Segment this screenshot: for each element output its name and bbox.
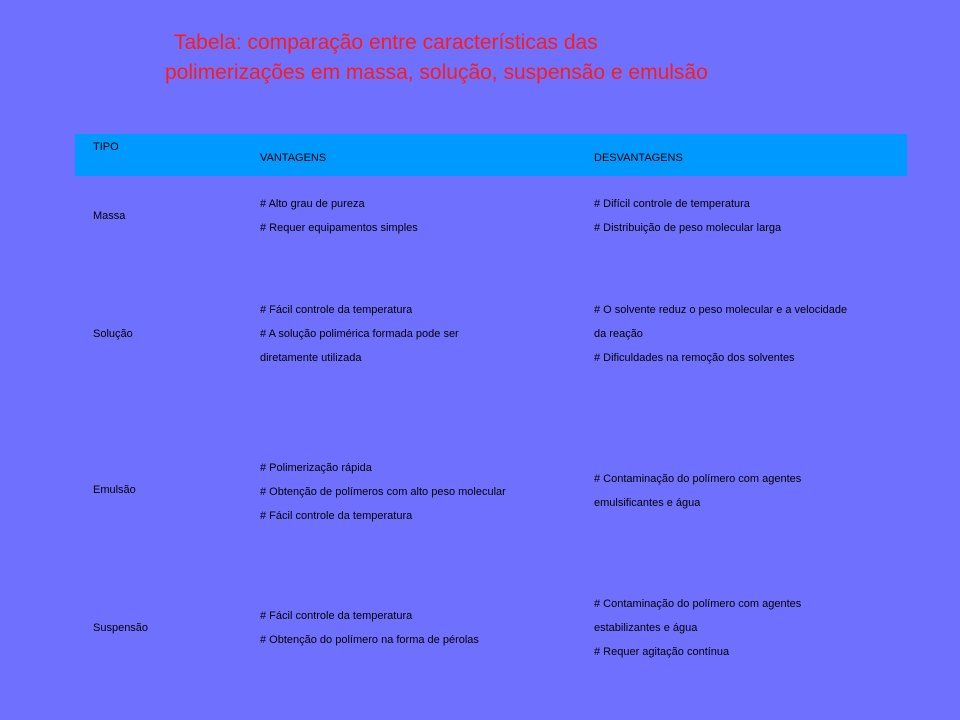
list-item: # Fácil controle da temperatura [260,610,413,622]
list-item: emulsificantes e água [594,497,701,509]
header-tipo: TIPO [93,141,119,153]
list-item: diretamente utilizada [260,352,362,364]
list-item: # Alto grau de pureza [260,198,365,210]
list-item: # Dificuldades na remoção dos solventes [594,352,795,364]
list-item: # A solução polimérica formada pode ser [260,328,459,340]
list-item: estabilizantes e água [594,622,698,634]
list-item: # Distribuição de peso molecular larga [594,222,782,234]
list-item: # Polimerização rápida [260,462,372,474]
list-item: # Fácil controle da temperatura [260,304,413,316]
list-item: # Obtenção do polímero na forma de pérolas [260,634,479,646]
row-emulsao-tipo: Emulsão [93,484,136,496]
list-item: # Difícil controle de temperatura [594,198,750,210]
header-desvantagens: DESVANTAGENS [594,152,683,164]
list-item: # Contaminação do polímero com agentes [594,598,802,610]
list-item: # Requer equipamentos simples [260,222,418,234]
row-suspensao-vantagens [260,604,479,652]
table-header [75,134,907,176]
list-item: # Contaminação do polímero com agentes [594,473,802,485]
row-massa-tipo: Massa [93,210,126,222]
list-item: da reação [594,328,643,340]
row-solucao-tipo: Solução [93,328,133,340]
row-solucao-desvantagens [594,298,847,370]
row-massa-desvantagens [594,192,781,240]
row-emulsao-desvantagens [594,467,801,515]
row-suspensao-desvantagens [594,592,801,664]
list-item: # Fácil controle da temperatura [260,510,413,522]
row-emulsao-vantagens [260,456,506,528]
title-line-2: polimerizações em massa, solução, suspensão e emulsão [165,61,708,84]
row-massa-vantagens [260,192,418,240]
row-suspensao-tipo: Suspensão [93,622,149,634]
row-solucao-vantagens [260,298,459,370]
list-item: # Requer agitação contínua [594,646,730,658]
title-line-1: Tabela: comparação entre características das [174,31,598,54]
list-item: # Obtenção de polímeros com alto peso molecular [260,486,506,498]
header-vantagens: VANTAGENS [260,152,327,164]
list-item: # O solvente reduz o peso molecular e a velocidade [594,304,848,316]
